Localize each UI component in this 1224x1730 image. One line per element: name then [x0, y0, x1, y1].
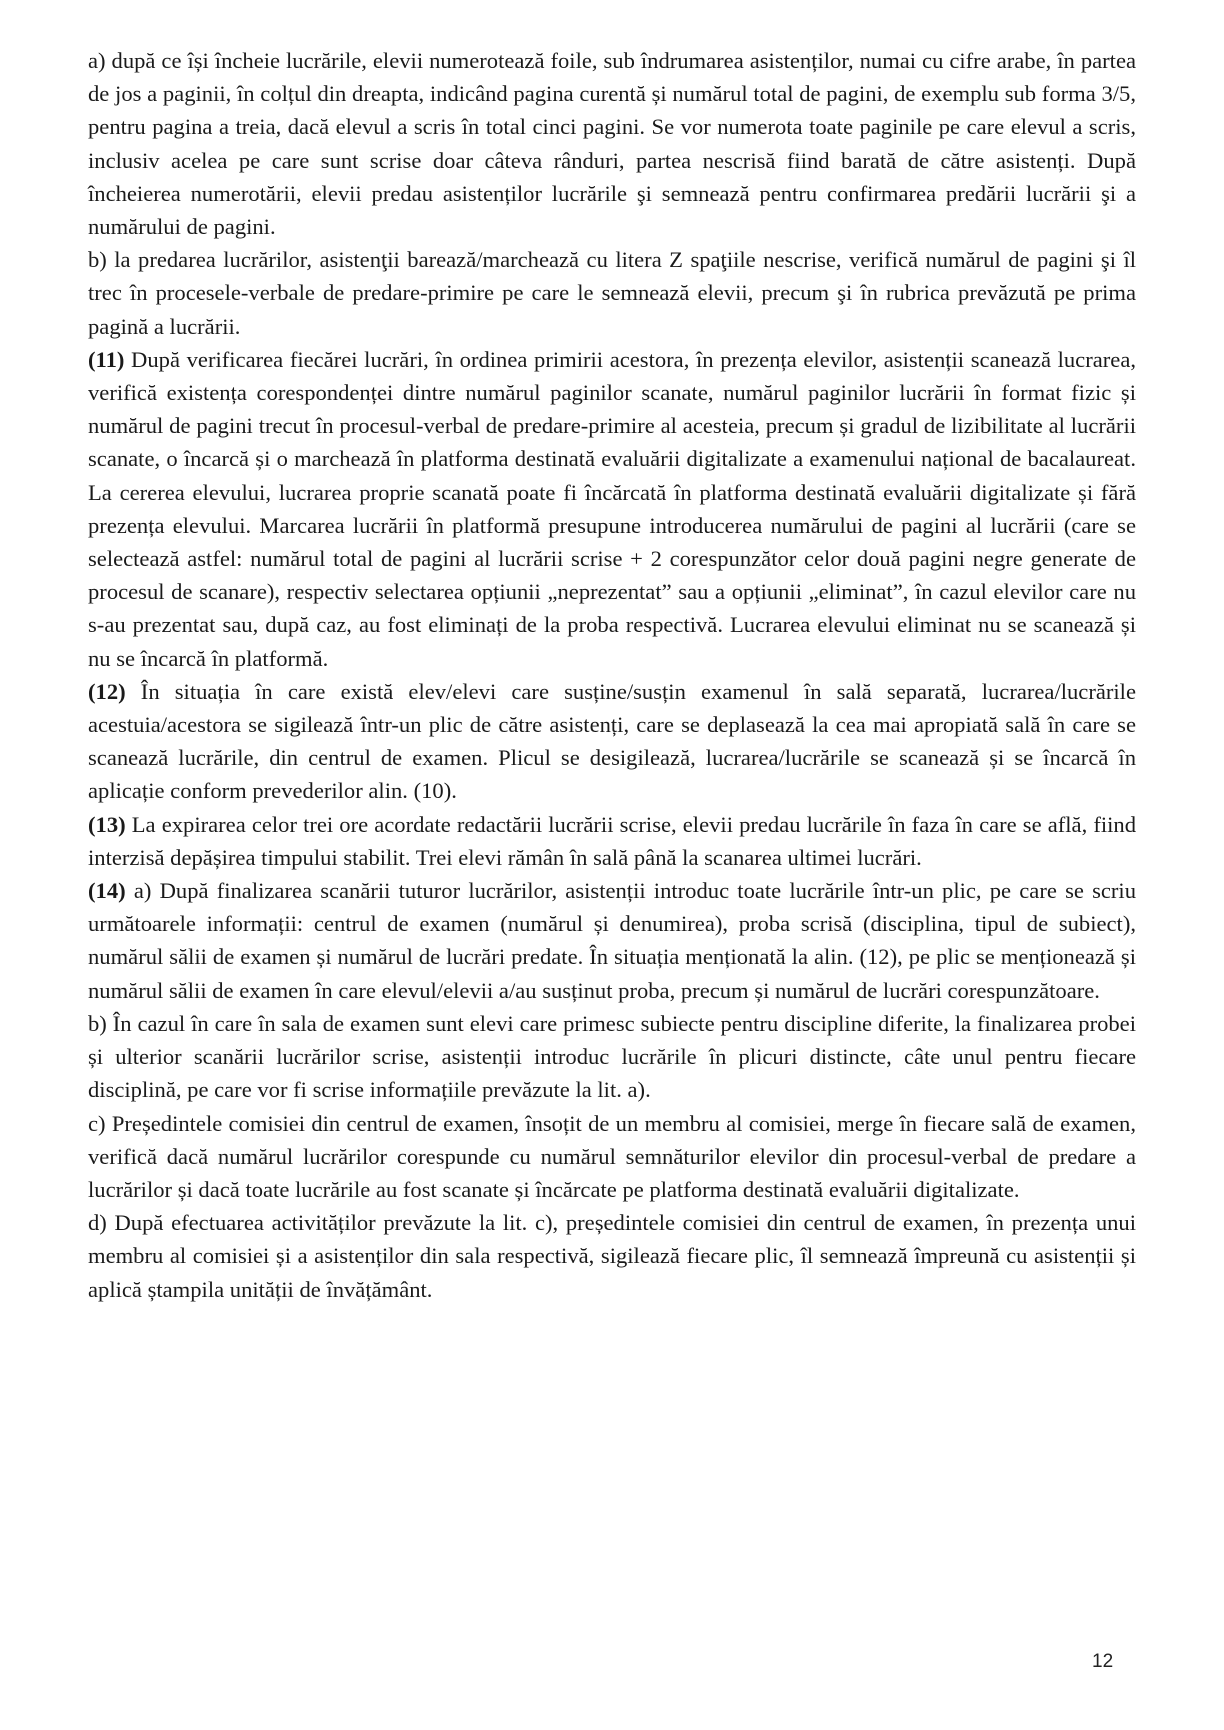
paragraph-text: b) la predarea lucrărilor, asistenţii barează/marchează cu litera Z spaţiile nescrise, verifică numărul de pagini şi îl trec în procesele-verbale de predare-primire pe care le semnează elevii, precum şi în rubrica prevăzută pe prima pagină a lucrării. — [88, 247, 1136, 339]
paragraph-text: La expirarea celor trei ore acordate redactării lucrării scrise, elevii predau lucrările în faza în care se află, fiind interzisă depășirea timpului stabilit. Trei elevi rămân în sală până la scanarea ultimei lucrări. — [88, 811, 1136, 870]
paragraph-text: a) După finalizarea scanării tuturor lucrărilor, asistenții introduc toate lucrările într-un plic, pe care se scriu următoarele informații: centrul de examen (numărul și denumirea), proba scrisă (disciplina, tipul de subiect), numărul sălii de examen și numărul de lucrări predate. În situația menționată la alin. (12), pe plic se menționează și numărul sălii de examen în care elevul/elevii a/au susținut proba, precum și numărul de lucrări corespunzătoare. — [88, 878, 1136, 1003]
paragraph-label: (12) — [88, 678, 126, 704]
paragraph-text: d) După efectuarea activităților prevăzute la lit. c), președintele comisiei din centrul de examen, în prezența unui membru al comisiei și a asistenților din sala respectivă, sigilează fiecare plic, îl semnează împreună cu asistenții și aplică ștampila unității de învățământ. — [88, 1210, 1136, 1302]
paragraph-14d — [88, 1206, 1136, 1306]
paragraph-text: c) Președintele comisiei din centrul de examen, însoțit de un membru al comisiei, merge în fiecare sală de examen, verifică dacă numărul lucrărilor corespunde cu numărul semnăturilor elevilor din procesul-verbal de predare a lucrărilor și dacă toate lucrările au fost scanate și încărcate pe platforma destinată evaluării digitalizate. — [88, 1110, 1136, 1202]
paragraph-b — [88, 243, 1136, 343]
paragraph-text: După verificarea fiecărei lucrări, în ordinea primirii acestora, în prezența elevilor, asistenții scanează lucrarea, verifică existența corespondenței dintre numărul paginilor scanate, numărul paginilor lucrării în format fizic și numărul de pagini trecut în procesul-verbal de predare-primire al acesteia, precum și gradul de lizibilitate al lucrării scanate, o încarcă și o marchează în platforma destinată evaluării digitalizate a examenului național de bacalaureat. La cererea elevului, lucrarea proprie scanată poate fi încărcată în platforma destinată evaluării digitalizate și fără prezența elevului. Marcarea lucrării în platformă presupune introducerea numărului de pagini al lucrării (care se selectează astfel: numărul total de pagini al lucrării scrise + 2 corespunzător celor două pagini negre generate de procesul de scanare), respectiv selectarea opțiunii „neprezentat” sau a opțiunii „eliminat”, în cazul elevilor care nu s-au prezentat sau, după caz, au fost eliminați de la proba respectivă. Lucrarea elevului eliminat nu se scanează și nu se încarcă în platformă. — [88, 346, 1136, 671]
page-number: 12 — [1092, 1651, 1114, 1672]
paragraph-label: (11) — [88, 346, 125, 372]
paragraph-11 — [88, 343, 1136, 675]
paragraph-label: (14) — [88, 878, 126, 904]
paragraph-14a — [88, 874, 1136, 1007]
paragraph-text: b) În cazul în care în sala de examen sunt elevi care primesc subiecte pentru discipline diferite, la finalizarea probei și ulterior scanării lucrărilor scrise, asistenții introduc lucrările în plicuri distincte, câte unul pentru fiecare disciplină, pe care vor fi scrise informațiile prevăzute la lit. a). — [88, 1010, 1136, 1103]
paragraph-a — [88, 44, 1136, 243]
paragraph-14c — [88, 1107, 1136, 1207]
paragraph-text: În situația în care există elev/elevi care susține/susțin examenul în sală separată, lucrarea/lucrările acestuia/acestora se sigilează într-un plic de către asistenți, care se deplasează la cea mai apropiată sală în care se scanează lucrările, din centrul de examen. Plicul se desigilează, lucrarea/lucrările se scanează și se încarcă în aplicație conform prevederilor alin. (10). — [88, 678, 1136, 804]
document-body — [88, 44, 1136, 1306]
paragraph-12 — [88, 675, 1136, 808]
paragraph-text: a) după ce își încheie lucrările, elevii numerotează foile, sub îndrumarea asistenților, numai cu cifre arabe, în partea de jos a paginii, în colțul din dreapta, indicând pagina curentă și numărul total de pagini, de exemplu sub forma 3/5, pentru pagina a treia, dacă elevul a scris în total cinci pagini. Se vor numerota toate paginile pe care elevul a scris, inclusiv acelea pe care sunt scrise doar câteva rânduri, partea nescrisă fiind barată de către asistenți. După încheierea numerotării, elevii predau asistenților lucrările şi semnează pentru confirmarea predării lucrării şi a numărului de pagini. — [88, 48, 1136, 240]
paragraph-14b — [88, 1007, 1136, 1107]
paragraph-13 — [88, 808, 1136, 874]
paragraph-label: (13) — [88, 811, 126, 837]
